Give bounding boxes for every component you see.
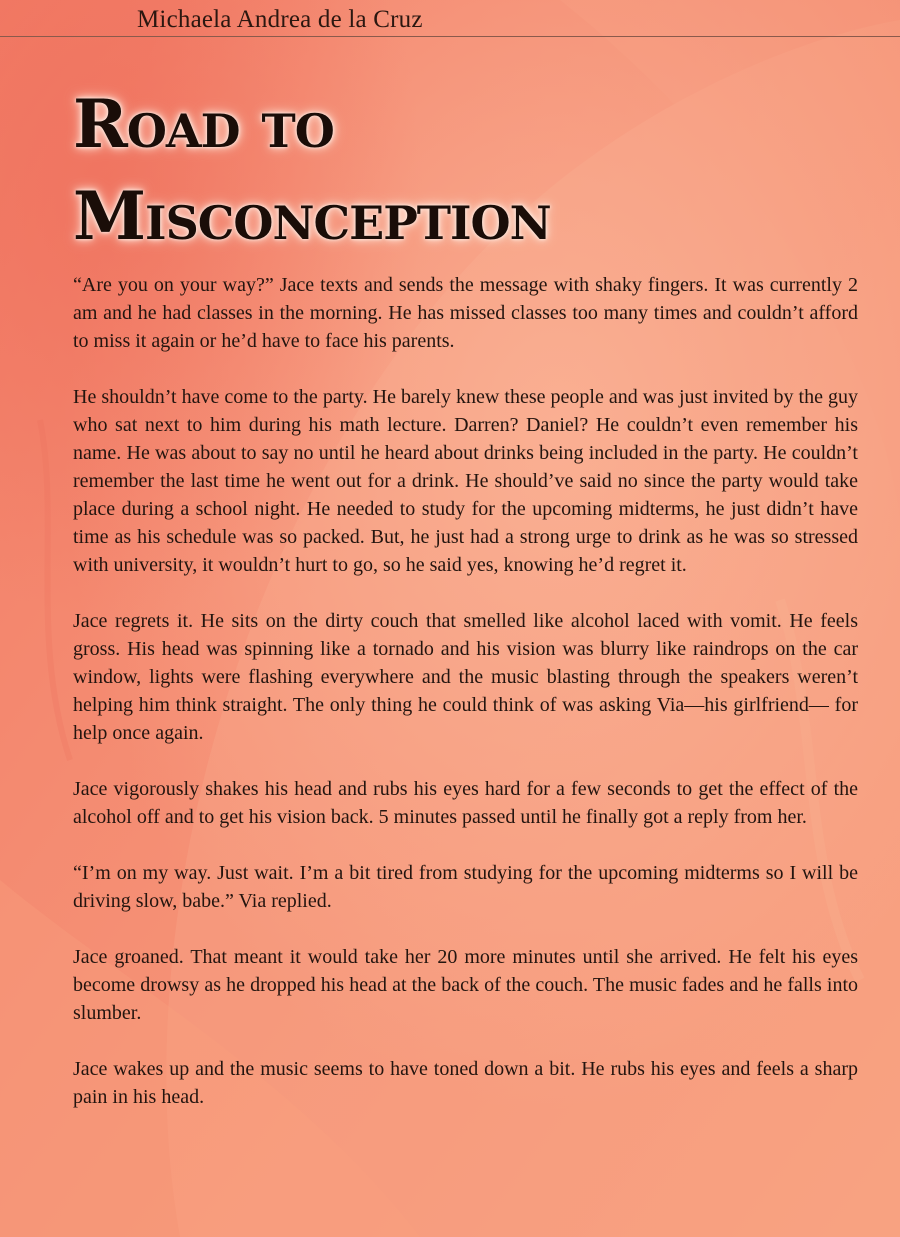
paragraph: “I’m on my way. Just wait. I’m a bit tired from studying for the upcoming midterms so I will be driving slow, babe.” Via replied. — [73, 862, 858, 912]
title-line-1: Road to — [73, 85, 334, 163]
author-name: Michaela Andrea de la Cruz — [137, 6, 423, 33]
document-title — [73, 78, 833, 262]
paragraph: Jace wakes up and the music seems to have toned down a bit. He rubs his eyes and feels a sharp pain in his head. — [73, 1058, 858, 1108]
paragraph: Jace vigorously shakes his head and rubs his eyes hard for a few seconds to get the effect of the alcohol off and to get his vision back. 5 minutes passed until he finally got a reply from her. — [73, 778, 858, 828]
title-line-2: Misconception — [73, 177, 551, 255]
paragraph: “Are you on your way?” Jace texts and sends the message with shaky fingers. It was currently 2 am and he had classes in the morning. He has missed classes too many times and couldn’t afford to miss it again or he’d have to face his parents. — [73, 274, 858, 352]
paragraph: Jace regrets it. He sits on the dirty couch that smelled like alcohol laced with vomit. He feels gross. His head was spinning like a tornado and his vision was blurry like raindrops on the car window, lights were flashing everywhere and the music blasting through the speakers weren’t helping him think straight. The only thing he could think of was asking Via—his girlfriend— for help once again. — [73, 610, 858, 744]
story-body — [73, 271, 858, 1139]
paragraph: He shouldn’t have come to the party. He barely knew these people and was just invited by the guy who sat next to him during his math lecture. Darren? Daniel? He couldn’t even remember his name. He was about to say no until he heard about drinks being included in the party. He couldn’t remember the last time he went out for a drink. He should’ve said no since the party would take place during a school night. He needed to study for the upcoming midterms, he just didn’t have time as his schedule was so packed. But, he just had a strong urge to drink as he was so stressed with university, it wouldn’t hurt to go, so he said yes, knowing he’d regret it. — [73, 386, 858, 576]
paragraph: Jace groaned. That meant it would take her 20 more minutes until she arrived. He felt his eyes become drowsy as he dropped his head at the back of the couch. The music fades and he falls into slumber. — [73, 946, 858, 1024]
header-bar — [0, 0, 900, 37]
